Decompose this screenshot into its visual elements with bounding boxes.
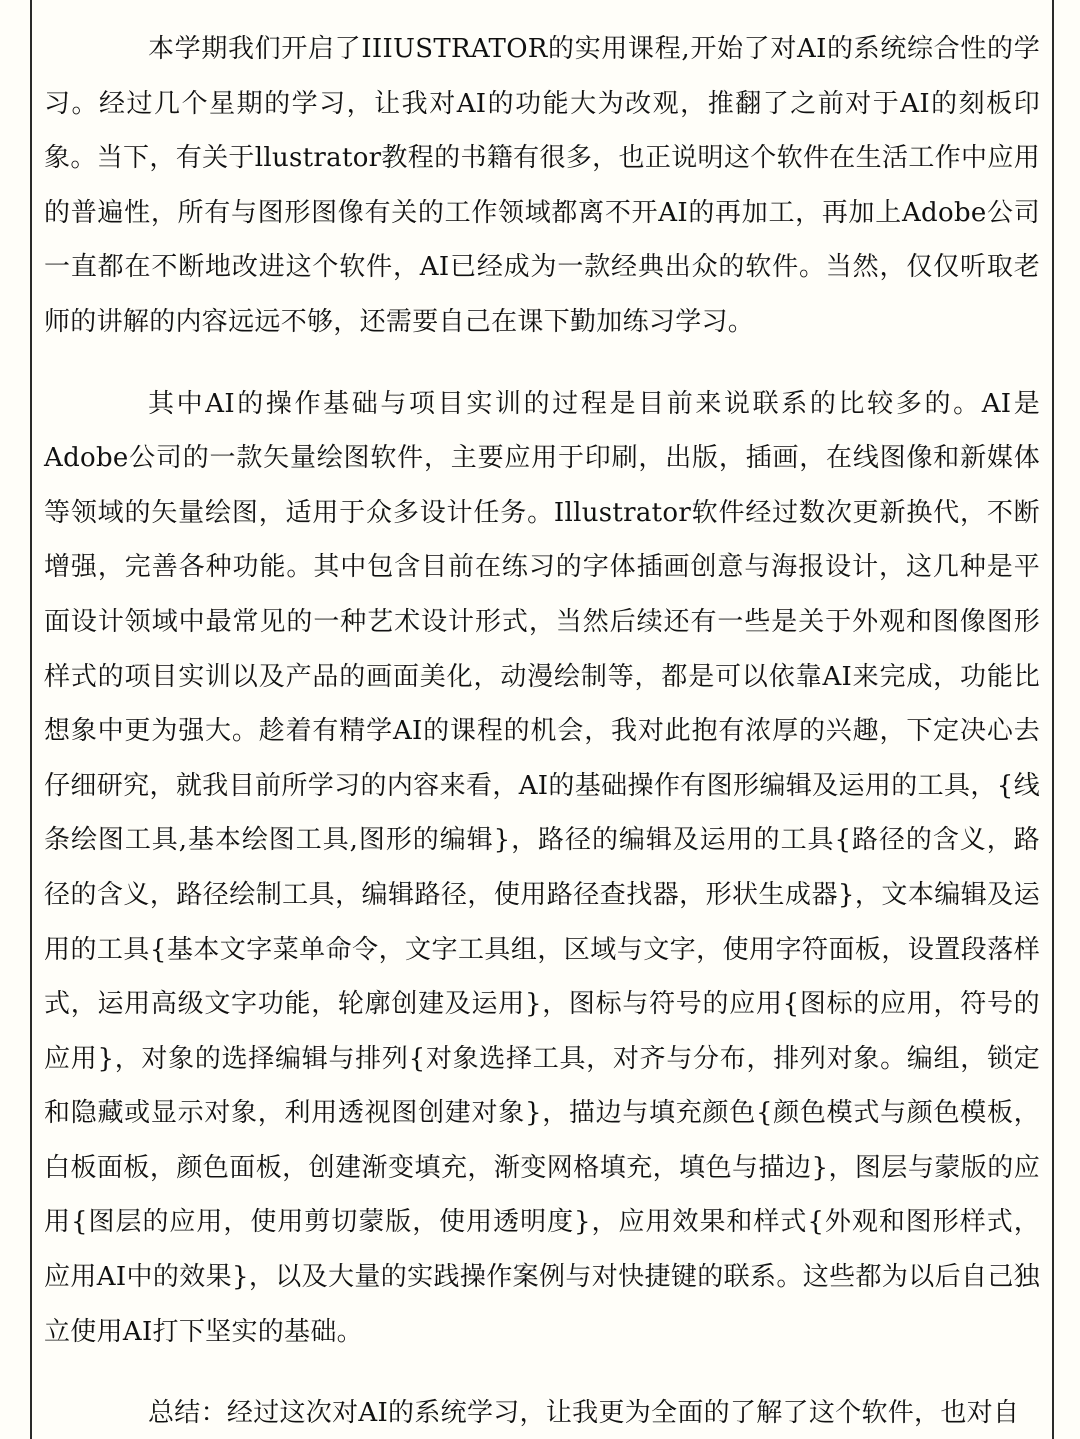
paragraph-ai-basics: 其中AI的操作基础与项目实训的过程是目前来说联系的比较多的。AI是Adobe公司的一款矢量绘图软件，主要应用于印刷，出版，插画，在线图像和新媒体等领域的矢量绘图，适用于众多设计任务。Illustrator软件经过数次更新换代，不断增强，完善各种功能。其中包含目前在练习的字体插画创意与海报设计，这几种是平面设计领域中最常见的一种艺术设计形式，当然后续还有一些是关于外观和图像图形样式的项目实训以及产品的画面美化，动漫绘制等，都是可以依靠AI来完成，功能比想象中更为强大。趁着有精学AI的课程的机会，我对此抱有浓厚的兴趣，下定决心去仔细研究，就我目前所学习的内容来看，AI的基础操作有图形编辑及运用的工具，{线条绘图工具,基本绘图工具,图形的编辑}，路径的编辑及运用的工具{路径的含义，路径的含义，路径绘制工具，编辑路径，使用路径查找器，形状生成器}，文本编辑及运用的工具{基本文字菜单命令，文字工具组，区域与文字，使用字符面板，设置段落样式，运用高级文字功能，轮廓创建及运用}，图标与符号的应用{图标的应用，符号的应用}，对象的选择编辑与排列{对象选择工具，对齐与分布，排列对象。编组，锁定和隐藏或显示对象，利用透视图创建对象}，描边与填充颜色{颜色模式与颜色模板，白板面板，颜色面板，创建渐变填充，渐变网格填充，填色与描边}，图层与蒙版的应用{图层的应用，使用剪切蒙版，使用透明度}，应用效果和样式{外观和图形样式，应用AI中的效果}，以及大量的实践操作案例与对快捷键的联系。这些都为以后自己独立使用AI打下坚实的基础。 [44,388,1040,1347]
page-border-left [30,0,32,1439]
paragraph-intro: 本学期我们开启了IIIUSTRATOR的实用课程,开始了对AI的系统综合性的学习。经过几个星期的学习，让我对AI的功能大为改观，推翻了之前对于AI的刻板印象。当下，有关于llustrator教程的书籍有很多，也正说明这个软件在生活工作中应用的普遍性，所有与图形图像有关的工作领域都离不开AI的再加工，再加上Adobe公司一直都在不断地改进这个软件，AI已经成为一款经典出众的软件。当然，仅仅听取老师的讲解的内容远远不够，还需要自己在课下勤加练习学习。 [44,34,1040,337]
document-body [44,22,1040,1439]
page-border-right [1052,0,1054,1439]
paragraph-summary: 总结：经过这次对AI的系统学习，让我更为全面的了解了这个软件，也对自 [148,1398,1020,1429]
